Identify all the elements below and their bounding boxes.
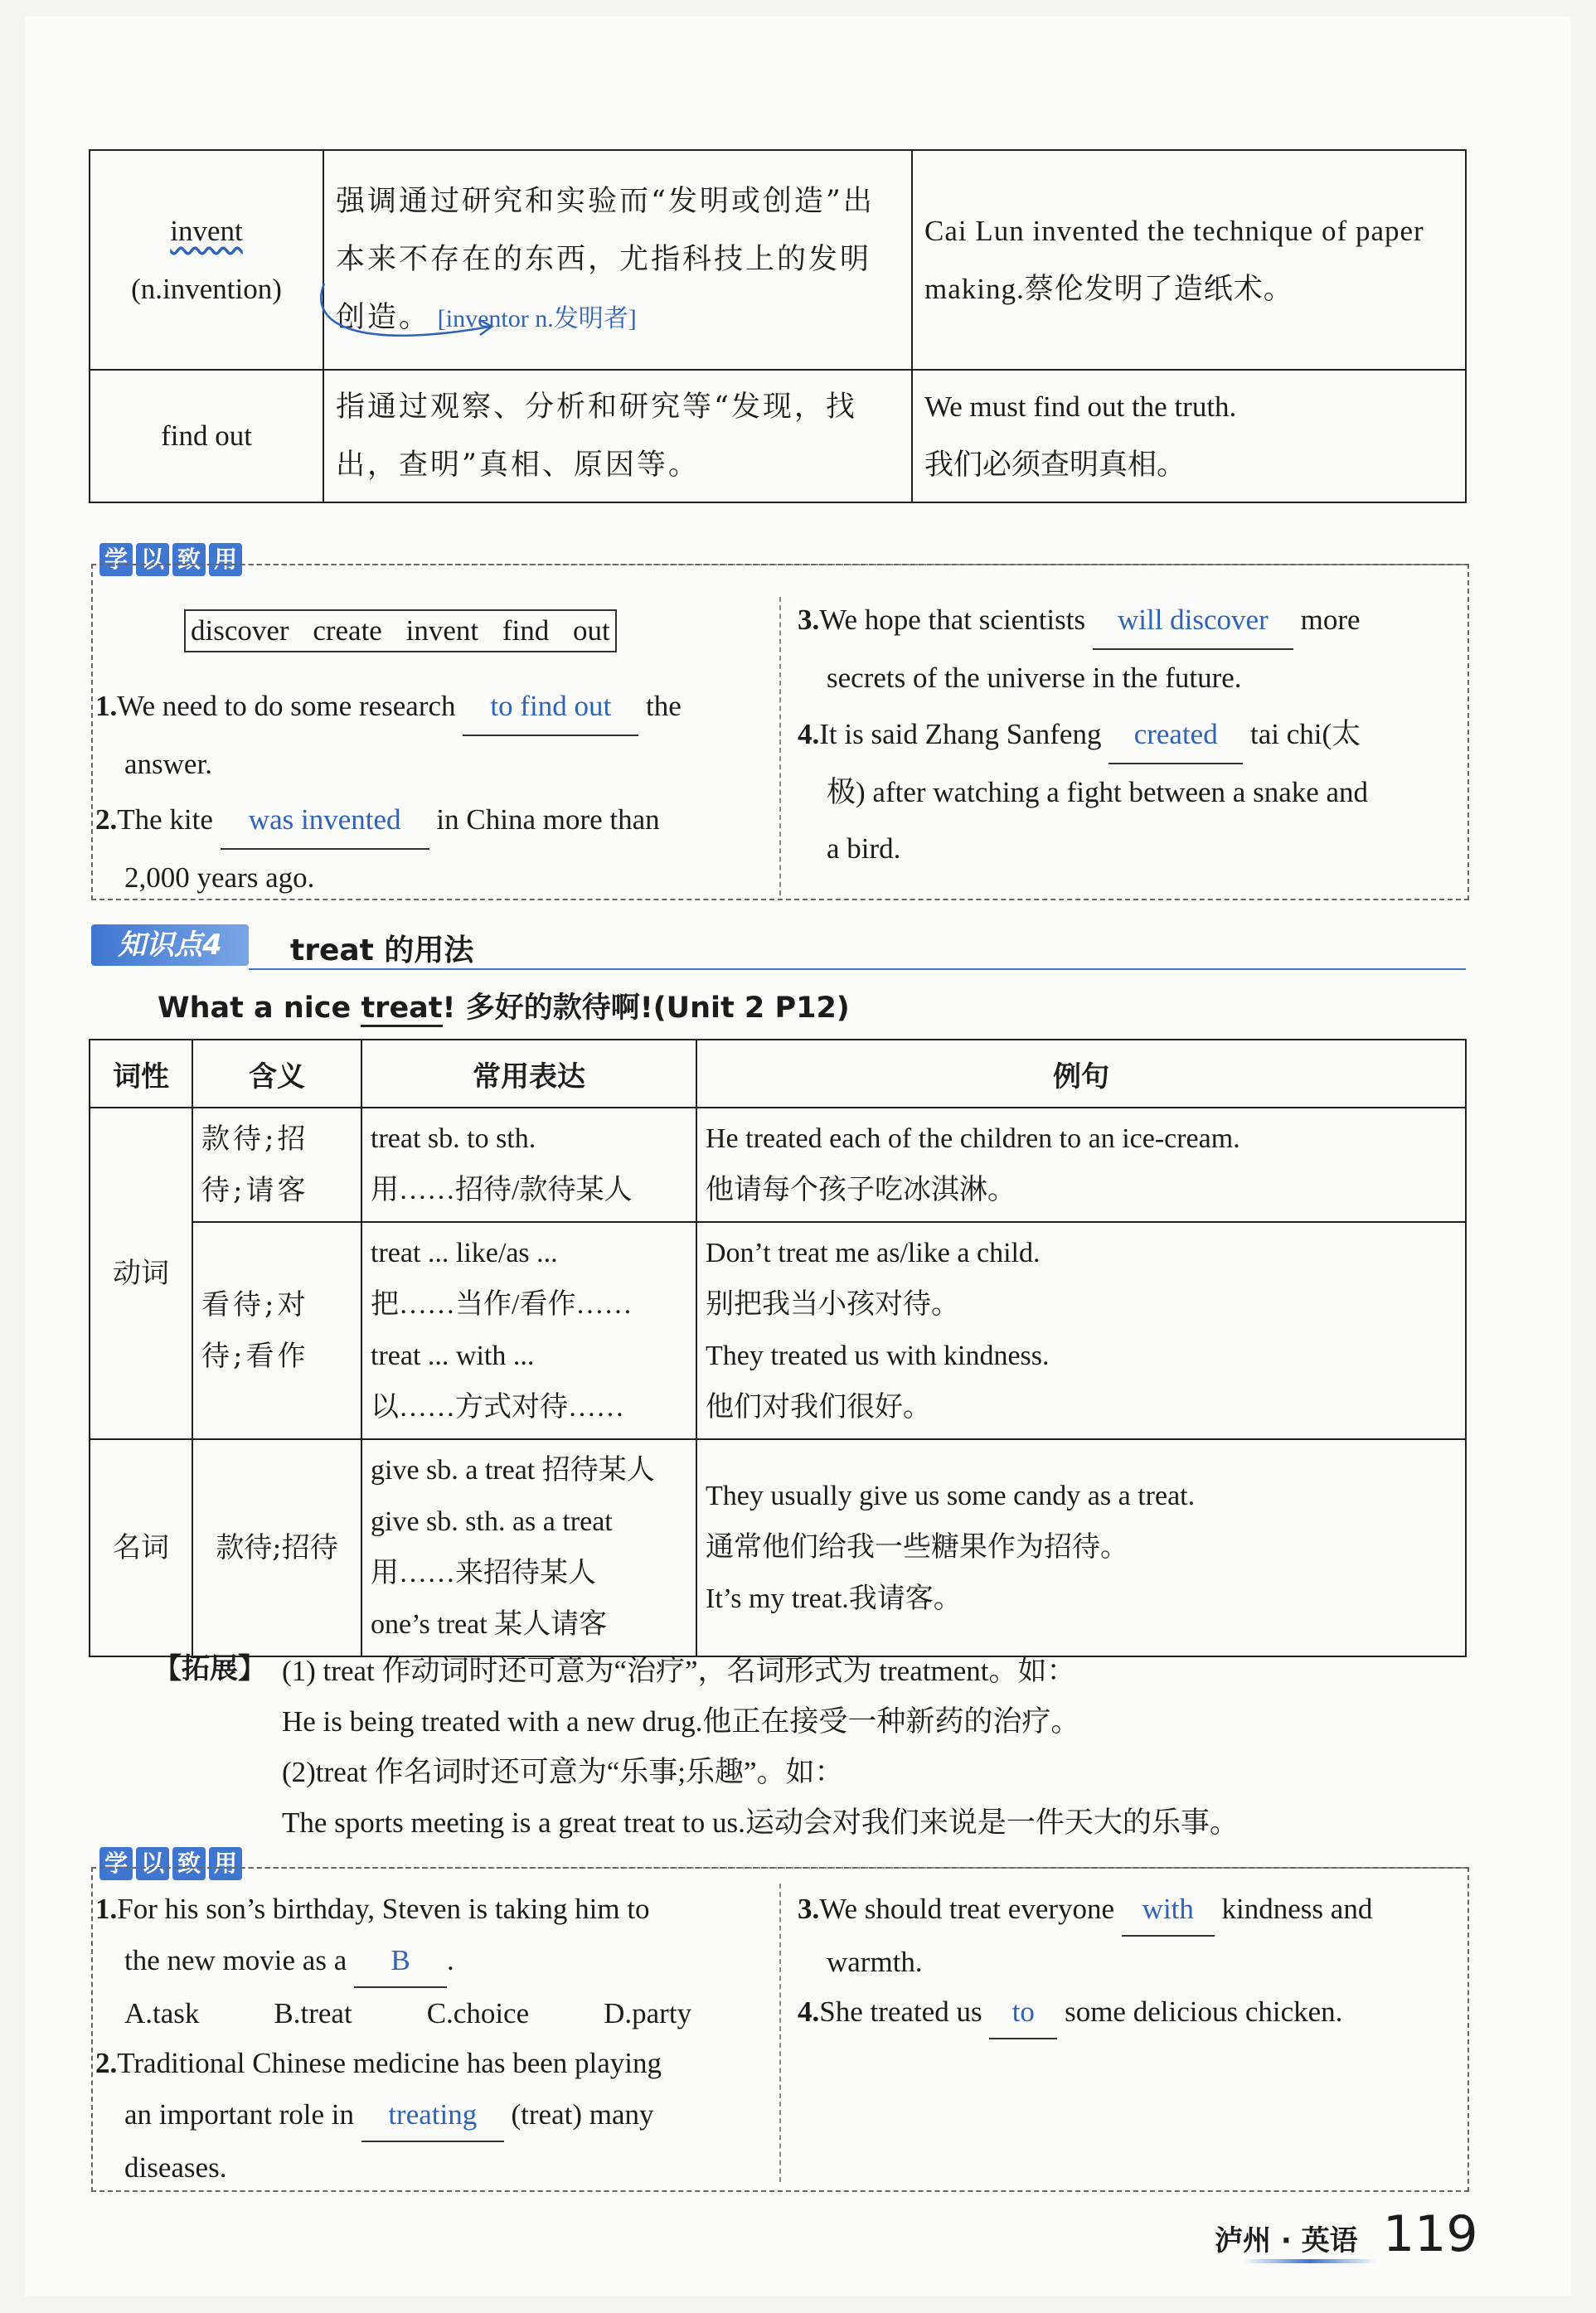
question-4: 4.It is said Zhang Sanfeng created tai chi(太 极) after watching a fight between a snake and a bird. [798, 706, 1461, 877]
tag-char: 致 [172, 1847, 206, 1880]
meaning-cell: 款待;招待;请客 [192, 1108, 361, 1222]
word-comparison-table [89, 149, 1467, 503]
answer-blank: B [354, 1935, 447, 1988]
question-1: 1.For his son’s birthday, Steven is taking him to the new movie as a B . A.task B.treat C.choice D.party [95, 1884, 759, 2039]
question-3: 3.We should treat everyone with kindness and warmth. [798, 1884, 1461, 1988]
answer-blank: with [1122, 1884, 1215, 1937]
example-text: Cai Lun invented the technique of paper making.蔡伦发明了造纸术。 [924, 214, 1424, 305]
header-part-of-speech: 词性 [90, 1040, 192, 1108]
meaning-cell: 款待;招待 [192, 1439, 361, 1656]
example-cell: He treated each of the children to an ice-cream. 他请每个孩子吃冰淇淋。 [696, 1108, 1466, 1222]
tag-char: 用 [209, 1847, 242, 1880]
tag-char: 用 [209, 543, 242, 576]
question-1: 1.We need to do some research to find out the answer. [95, 678, 759, 793]
word-option: discover [191, 614, 289, 647]
tag-char: 以 [136, 543, 169, 576]
explanation-text: 指通过观察、分析和研究等“发现，找出，查明”真相、原因等。 [336, 390, 857, 482]
word-cell [90, 150, 323, 370]
extension-text: (1) treat 作动词时还可意为“治疗”，名词形式为 treatment。如： He is being treated with a new drug.他正在接受一种新药的治疗。 (2)treat 作名词时还可意为“乐事;乐趣”。如： The sports meeting is a great treat to us.运动会对我们来说是一件天大的乐事。 [282, 1655, 1239, 1839]
word-find-out: find out [90, 370, 323, 502]
options: A.task B.treat C.choice D.party [124, 1997, 692, 2029]
word-box [184, 609, 617, 652]
header-expression: 常用表达 [361, 1040, 696, 1108]
tag-char: 以 [136, 1847, 169, 1880]
derivative-note: [inventor n.发明者] [437, 304, 637, 332]
arrow-icon [308, 275, 515, 358]
word-note: (n.invention) [131, 272, 282, 305]
example-cell: They usually give us some candy as a treat. 通常他们给我一些糖果作为招待。 It’s my treat.我请客。 [696, 1439, 1466, 1656]
expression-cell: treat sb. to sth. 用……招待/款待某人 [361, 1108, 696, 1222]
answer-blank: treating [361, 2089, 504, 2142]
explanation-cell [323, 370, 912, 502]
answer-blank: to find out [463, 678, 638, 736]
page-number: 119 [1383, 2205, 1478, 2263]
question-3: 3.We hope that scientists will discover more secrets of the universe in the future. [798, 592, 1461, 706]
table-row [90, 150, 1466, 370]
word-invent: invent [170, 214, 243, 247]
table-row [90, 1222, 1466, 1439]
answer-blank: will discover [1093, 592, 1293, 650]
example-cell: Don’t treat me as/like a child. 别把我当小孩对待。 They treated us with kindness. 他们对我们很好。 [696, 1222, 1466, 1439]
table-row [90, 1108, 1466, 1222]
meaning-cell: 看待;对待;看作 [192, 1222, 361, 1439]
word-option: find out [502, 614, 610, 647]
knowledge-badge: 知识点4 [91, 924, 249, 966]
word-option: create [313, 614, 382, 647]
header-meaning: 含义 [192, 1040, 361, 1108]
tag-char: 学 [99, 1847, 133, 1880]
example-cell [912, 370, 1466, 502]
header-example: 例句 [696, 1040, 1466, 1108]
example-cell [912, 150, 1466, 370]
treat-usage-table [89, 1039, 1467, 1657]
question-2: 2.The kite was invented in China more than 2,000 years ago. [95, 792, 759, 906]
question-4: 4.She treated us to some delicious chicken. [798, 1986, 1461, 2039]
question-2: 2.Traditional Chinese medicine has been playing an important role in treating (treat) many diseases. [95, 2047, 662, 2184]
table-row [90, 370, 1466, 502]
answer-blank: to [989, 1986, 1057, 2039]
expression-cell: treat ... like/as ... 把……当作/看作…… treat ... with ... 以……方式对待…… [361, 1222, 696, 1439]
word-option: invent [405, 614, 479, 647]
footer-label: 泸州 · 英语 [1215, 2224, 1358, 2257]
section-subtitle: What a nice treat! 多好的款待啊!(Unit 2 P12) [158, 985, 850, 1026]
expression-cell: give sb. a treat 招待某人 give sb. sth. as a treat 用……来招待某人 one’s treat 某人请客 [361, 1439, 696, 1656]
section-title: treat 的用法 [290, 933, 474, 967]
tag-char: 学 [99, 543, 133, 576]
tag-char: 致 [172, 543, 206, 576]
extension-label: 【拓展】 [153, 1652, 266, 1685]
table-row [90, 1439, 1466, 1656]
answer-blank: was invented [221, 792, 429, 850]
explanation-text: 强调通过研究和实验而“发明或创造”出本来不存在的东西，尤指科技上的发明创造。 [336, 184, 875, 334]
example-en: We must find out the truth. [924, 390, 1237, 423]
verb-label: 动词 [90, 1108, 192, 1439]
answer-blank: created [1108, 706, 1243, 764]
example-cn: 我们必须查明真相。 [924, 449, 1186, 481]
explanation-cell [323, 150, 912, 370]
noun-label: 名词 [90, 1439, 192, 1656]
